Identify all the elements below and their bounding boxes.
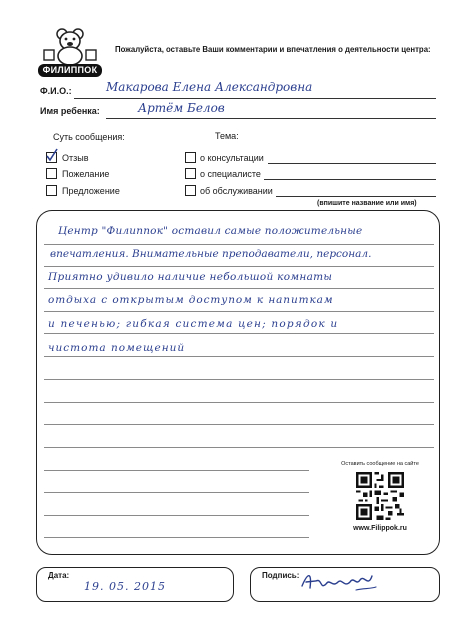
page-prompt: Пожалуйста, оставьте Ваши комментарии и впечатления о деятельности центра: bbox=[115, 45, 431, 54]
comment-line: отдыха с открытым доступом к напиткам bbox=[48, 294, 334, 306]
specialist-underline bbox=[264, 179, 436, 180]
checkmark-icon bbox=[45, 148, 59, 162]
option-consultation-label: о консультации bbox=[200, 153, 264, 163]
message-type-title: Суть сообщения: bbox=[53, 132, 125, 142]
option-feedback-label: Отзыв bbox=[62, 153, 89, 163]
teddy-bear-logo-icon bbox=[38, 26, 102, 66]
checkbox-service[interactable] bbox=[185, 185, 196, 196]
rule-line bbox=[44, 244, 434, 245]
topic-hint: (впишите название или имя) bbox=[317, 200, 417, 207]
comment-line: и печенью; гибкая система цен; порядок и bbox=[48, 318, 339, 330]
rule-line bbox=[44, 447, 434, 448]
child-name-value: Артём Белов bbox=[138, 101, 225, 115]
comment-line: Приятно удивило наличие небольшой комнаты bbox=[48, 271, 333, 283]
rule-line-short bbox=[44, 537, 309, 538]
date-label: Дата: bbox=[48, 571, 70, 580]
rule-line-short bbox=[44, 515, 309, 516]
topic-title: Тема: bbox=[215, 131, 239, 141]
consultation-underline bbox=[268, 163, 436, 164]
qr-panel[interactable] bbox=[330, 458, 430, 546]
rule-line bbox=[44, 402, 434, 403]
fio-underline bbox=[74, 98, 436, 99]
service-underline bbox=[276, 196, 436, 197]
option-service-label: об обслуживании bbox=[200, 186, 273, 196]
signature-image bbox=[298, 568, 378, 594]
qr-url[interactable]: www.Filippok.ru bbox=[353, 525, 407, 532]
option-wish-label: Пожелание bbox=[62, 169, 110, 179]
rule-line bbox=[44, 379, 434, 380]
qr-caption: Оставить сообщение на сайте bbox=[341, 461, 419, 467]
option-specialist-label: о специалисте bbox=[200, 169, 261, 179]
checkbox-wish[interactable] bbox=[46, 168, 57, 179]
checkbox-suggestion[interactable] bbox=[46, 185, 57, 196]
rule-line bbox=[44, 266, 434, 267]
rule-line-short bbox=[44, 492, 309, 493]
logo-wordmark: ФИЛИППОК bbox=[38, 64, 102, 77]
child-name-label: Имя ребенка: bbox=[40, 106, 100, 116]
rule-line bbox=[44, 288, 434, 289]
fio-value: Макарова Елена Александровна bbox=[106, 80, 313, 94]
signature-label: Подпись: bbox=[262, 571, 300, 580]
rule-line bbox=[44, 356, 434, 357]
rule-line bbox=[44, 424, 434, 425]
logo bbox=[38, 26, 102, 78]
comment-line: впечатления. Внимательные преподаватели, персонал. bbox=[50, 248, 372, 260]
checkbox-consultation[interactable] bbox=[185, 152, 196, 163]
qr-code-icon bbox=[356, 472, 404, 520]
date-value: 19. 05. 2015 bbox=[84, 580, 166, 593]
fio-label: Ф.И.О.: bbox=[40, 86, 72, 96]
rule-line bbox=[44, 311, 434, 312]
comment-line: чистота помещений bbox=[48, 342, 186, 354]
checkbox-specialist[interactable] bbox=[185, 168, 196, 179]
comment-line: Центр "Филиппок" оставил самые положительные bbox=[58, 225, 363, 237]
child-name-underline bbox=[106, 118, 436, 119]
rule-line bbox=[44, 333, 434, 334]
option-suggestion-label: Предложение bbox=[62, 186, 120, 196]
rule-line-short bbox=[44, 470, 309, 471]
